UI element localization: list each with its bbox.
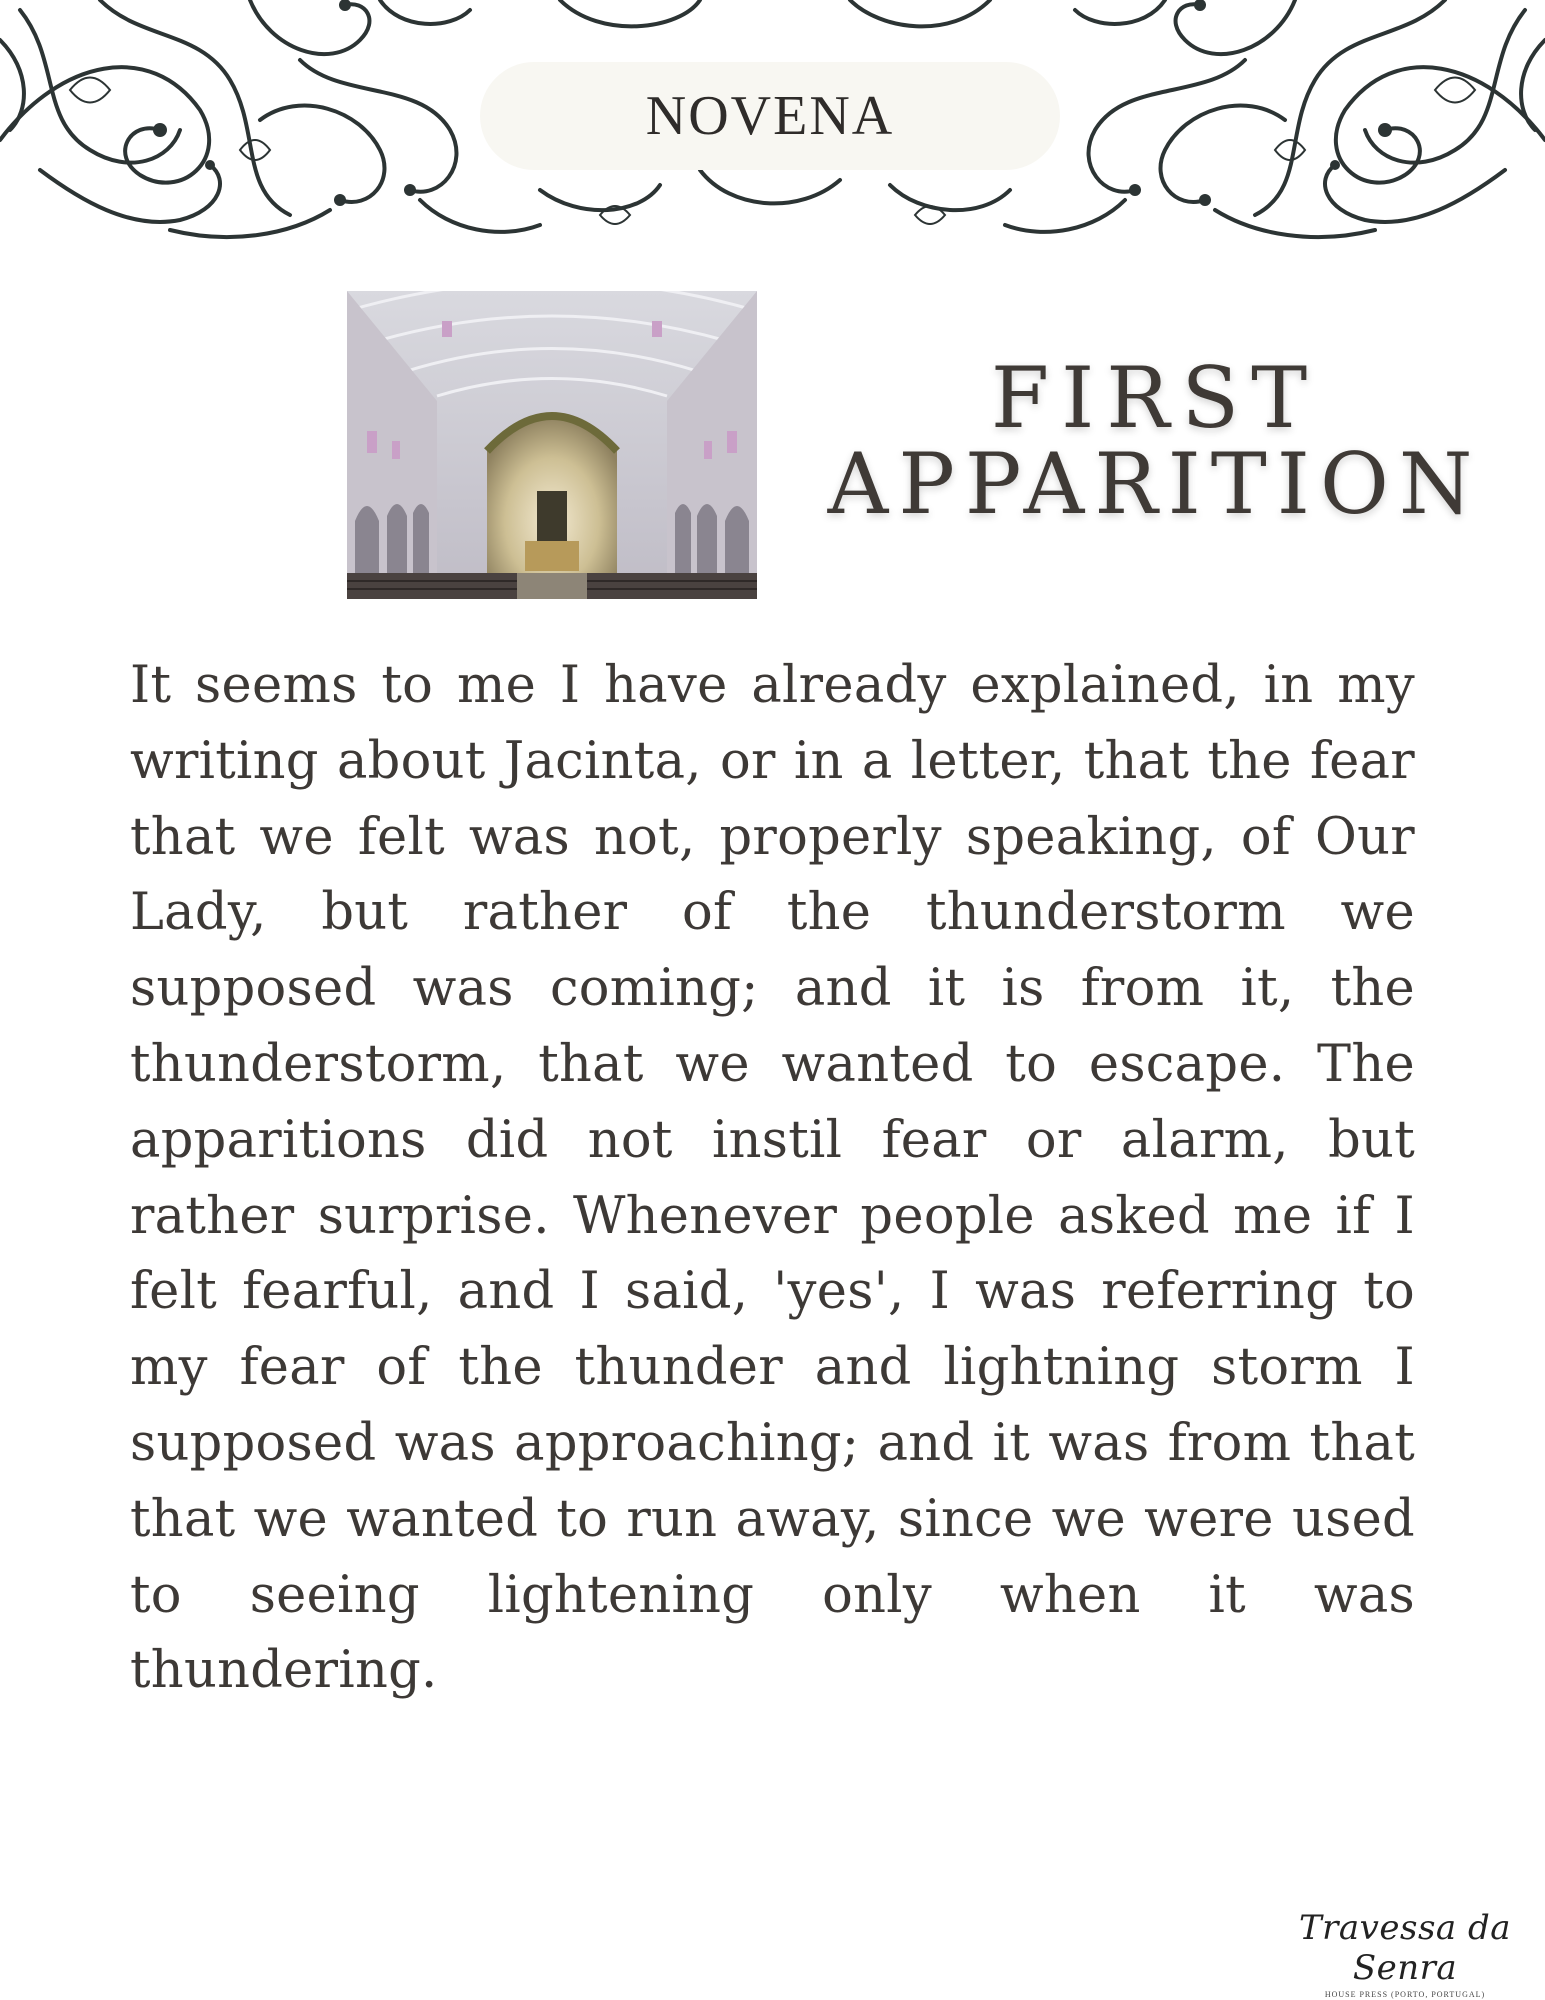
publisher-signature bbox=[1280, 1908, 1530, 1999]
body-paragraph: It seems to me I have already explained, in my writing about Jacinta, or in a letter, that the fear that we felt was not, properly speaking, of Our Lady, but rather of the thunderstorm we supposed was coming; and it is from it, the thunderstorm, that we wanted to escape. The apparitions did not instil fear or alarm, but rather surprise. Whenever people asked me if I felt fearful, and I said, 'yes', I was referring to my fear of the thunder and lightning storm I supposed was approaching; and it was from that that we wanted to run away, since we were used to seeing lightening only when it was thundering. bbox=[130, 656, 1415, 1701]
header-label-pill bbox=[480, 62, 1060, 170]
header-title: NOVENA bbox=[645, 85, 895, 147]
heading-line-2: APPARITION bbox=[827, 435, 1483, 533]
basilica-interior-photo bbox=[347, 291, 757, 599]
heading-line-1: FIRST bbox=[990, 349, 1320, 447]
page-heading bbox=[790, 349, 1520, 533]
publisher-name: Travessa da Senra bbox=[1298, 1908, 1512, 1988]
publisher-subtitle: HOUSE PRESS (PORTO, PORTUGAL) bbox=[1324, 1990, 1486, 1999]
